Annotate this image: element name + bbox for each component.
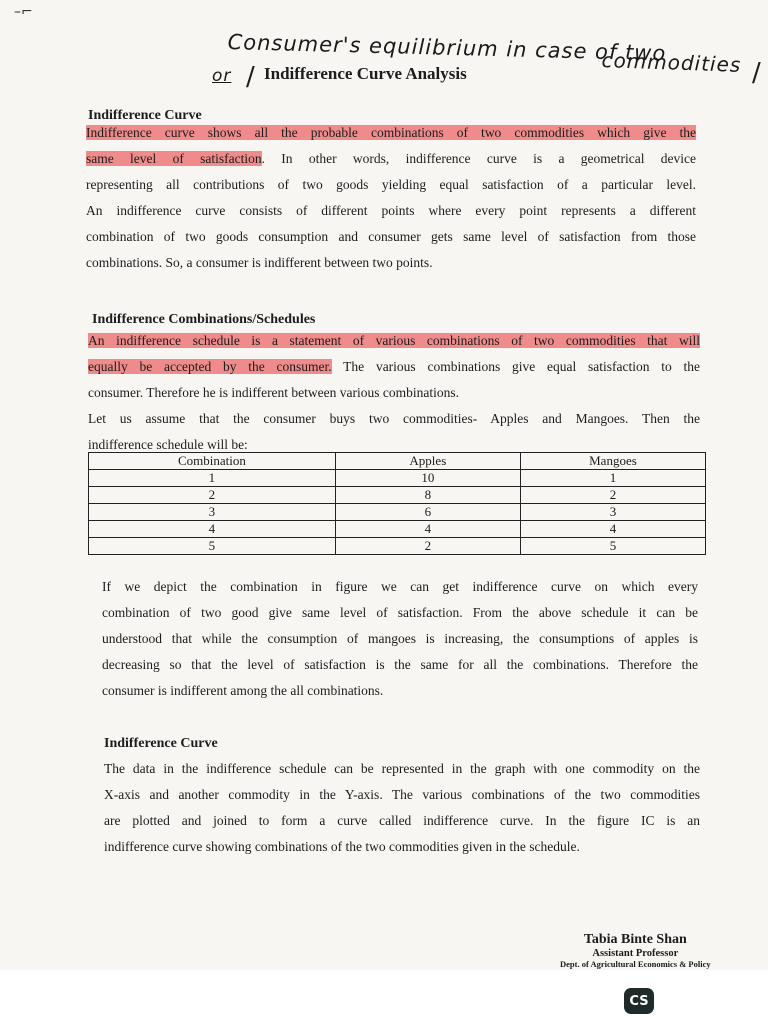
paragraph-line <box>86 224 696 250</box>
column-header-combination: Combination <box>89 453 336 470</box>
table-row <box>89 538 706 555</box>
highlighted-text: same level of satisfaction <box>86 151 262 166</box>
table-cell: 8 <box>335 487 520 504</box>
schedule-explanation-paragraph <box>102 574 698 704</box>
paragraph-line <box>86 120 696 146</box>
column-header-mangoes: Mangoes <box>520 453 705 470</box>
author-role: Assistant Professor <box>592 948 679 959</box>
scan-mark: –⌐ <box>14 4 33 20</box>
paragraph-line: If we depict the combination in figure we can get indifference curve on which every <box>102 579 698 594</box>
table-cell: 4 <box>335 521 520 538</box>
table-cell: 2 <box>335 538 520 555</box>
table-header-row <box>89 453 706 470</box>
table-cell: 1 <box>520 470 705 487</box>
signature-block <box>560 932 711 969</box>
paragraph-line: consumer is indifferent among the all combinations. <box>102 683 384 698</box>
table-cell: 6 <box>335 504 520 521</box>
camscanner-badge: CS <box>624 988 654 1014</box>
paragraph-line <box>88 328 700 354</box>
author-department: Dept. of Agricultural Economics & Policy <box>560 959 711 969</box>
paragraph-line <box>88 406 700 432</box>
paragraph-line: combination of two good give same level of satisfaction. From the above schedule it can be <box>102 605 698 620</box>
table-cell: 3 <box>520 504 705 521</box>
section4-paragraph <box>104 756 700 860</box>
section2-paragraph <box>88 328 700 458</box>
highlighted-text: Indifference curve shows all the probable combinations of two commodities which give the <box>86 125 696 140</box>
line-text: combinations. So, a consumer is indifferent between two points. <box>86 255 433 270</box>
paragraph-line <box>86 250 696 276</box>
highlighted-text: equally be accepted by the consumer. <box>88 359 332 374</box>
table-cell: 1 <box>89 470 336 487</box>
paragraph-line: are plotted and joined to form a curve called indifference curve. In the figure IC is an <box>104 813 700 828</box>
column-header-apples: Apples <box>335 453 520 470</box>
line-text: combination of two goods consumption and consumer gets same level of satisfaction from those <box>86 229 696 244</box>
paragraph-line: indifference curve showing combinations of the two commodities given in the schedule. <box>104 839 580 854</box>
table-cell: 10 <box>335 470 520 487</box>
page-title: Indifference Curve Analysis <box>264 64 467 83</box>
table-cell: 3 <box>89 504 336 521</box>
line-text: The various combinations give equal satisfaction to the <box>331 359 700 374</box>
table-cell: 5 <box>89 538 336 555</box>
indifference-schedule-table <box>88 452 706 555</box>
handwritten-slash: / <box>246 62 255 92</box>
handwritten-or-note: or <box>212 66 232 86</box>
highlighted-text: An indifference schedule is a statement of various combinations of two commodities that will <box>88 333 700 348</box>
table-cell: 5 <box>520 538 705 555</box>
table-cell: 4 <box>89 521 336 538</box>
line-text: consumer. Therefore he is indifferent between various combinations. <box>88 385 460 400</box>
handwritten-title-line1: Consumer's equilibrium in case of two <box>227 30 667 66</box>
paragraph-line: decreasing so that the level of satisfaction is the same for all the combinations. Therefore the <box>102 657 698 672</box>
section-heading-combinations-schedules: Indifference Combinations/Schedules <box>92 312 316 327</box>
paragraph-line: understood that while the consumption of mangoes is increasing, the consumptions of apples is <box>102 631 698 646</box>
paragraph-line <box>88 380 700 406</box>
table-cell: 2 <box>520 487 705 504</box>
table-row <box>89 521 706 538</box>
table-cell: 2 <box>89 487 336 504</box>
line-text: representing all contributions of two goods yielding equal satisfaction of a particular level. <box>86 177 696 192</box>
table-row <box>89 504 706 521</box>
author-name: Tabia Binte Shan <box>583 932 687 947</box>
line-text: An indifference curve consists of different points where every point represents a different <box>86 203 696 218</box>
paragraph-line: X-axis and another commodity in the Y-axis. The various combinations of the two commodities <box>104 787 700 802</box>
line-text: . In other words, indifference curve is a geometrical device <box>261 151 696 166</box>
line-text: Let us assume that the consumer buys two commodities- Apples and Mangoes. Then the <box>88 411 700 426</box>
table-row <box>89 487 706 504</box>
paragraph-line <box>86 146 696 172</box>
line-text: indifference schedule will be: <box>88 437 248 452</box>
paragraph-line <box>88 354 700 380</box>
table-row <box>89 470 706 487</box>
paragraph-line <box>86 198 696 224</box>
section-heading-indifference-curve: Indifference Curve <box>88 108 202 123</box>
paragraph-line <box>86 172 696 198</box>
paragraph-line: The data in the indifference schedule can be represented in the graph with one commodity on the <box>104 761 700 776</box>
section1-paragraph <box>86 120 696 276</box>
section-heading-indifference-curve-2: Indifference Curve <box>104 736 218 751</box>
table-cell: 4 <box>520 521 705 538</box>
handwritten-slash-right: / <box>752 58 761 88</box>
handwritten-title-line2: commodities <box>601 48 742 77</box>
